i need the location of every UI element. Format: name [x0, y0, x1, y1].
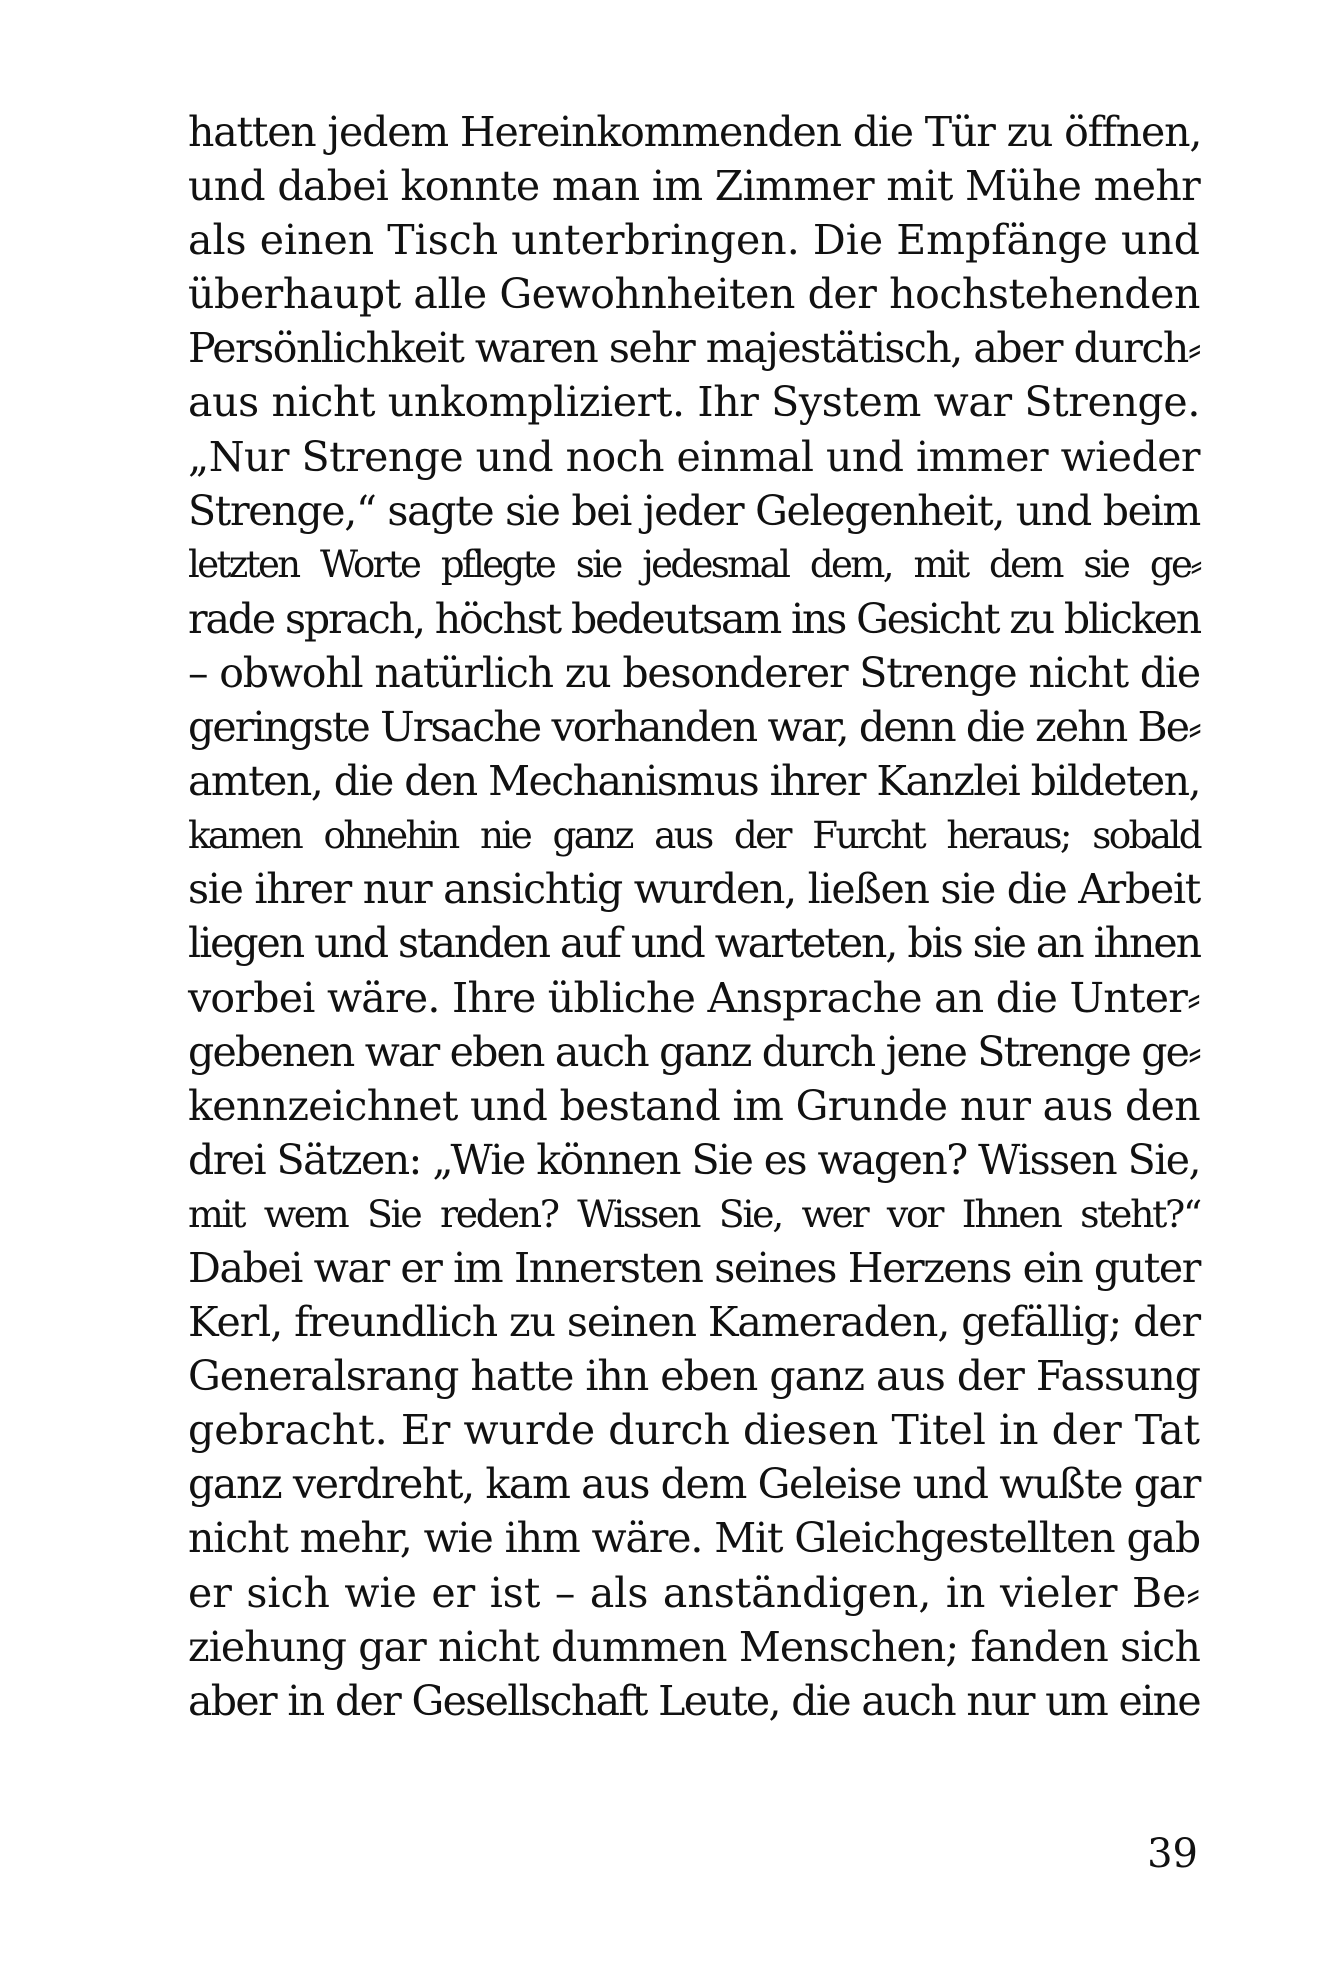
text-line: aus nicht unkompliziert. Ihr System war Strenge. [188, 378, 1201, 427]
text-line: liegen und standen auf und warteten, bis sie an ihnen [188, 919, 1200, 968]
text-line: sie ihrer nur ansichtig wurden, ließen sie die Arbeit [188, 865, 1200, 914]
text-line: – obwohl natürlich zu besonderer Strenge nicht die [188, 648, 1200, 697]
text-line: Persönlichkeit waren sehr majestätisch, aber durch⸗ [188, 324, 1200, 373]
text-line: und dabei konnte man im Zimmer mit Mühe mehr [188, 162, 1200, 211]
text-line: als einen Tisch unterbringen. Die Empfänge und [188, 216, 1200, 265]
text-line: kamen ohnehin nie ganz aus der Furcht heraus; sobald [188, 813, 1200, 858]
text-line: vorbei wäre. Ihre übliche Ansprache an die Unter⸗ [188, 973, 1200, 1022]
text-line: gebracht. Er wurde durch diesen Titel in der Tat [188, 1406, 1200, 1455]
text-line: hatten jedem Hereinkommenden die Tür zu öffnen, [188, 108, 1202, 156]
page-number: 39 [1147, 1831, 1198, 1877]
text-line: Strenge,“ sagte sie bei jeder Gelegenheit, und beim [188, 486, 1201, 535]
text-line: Dabei war er im Innersten seines Herzens ein guter [188, 1243, 1200, 1292]
text-line: kennzeichnet und bestand im Grunde nur aus den [188, 1081, 1200, 1130]
text-line: drei Sätzen: „Wie können Sie es wagen? Wissen Sie, [188, 1135, 1200, 1184]
text-line: mit wem Sie reden? Wissen Sie, wer vor Ihnen steht?“ [188, 1191, 1200, 1236]
text-line: Generalsrang hatte ihn eben ganz aus der Fassung [188, 1352, 1200, 1401]
text-line: ziehung gar nicht dummen Menschen; fanden sich [188, 1622, 1200, 1671]
text-line: überhaupt alle Gewohnheiten der hochstehenden [188, 270, 1200, 319]
text-line: gebenen war eben auch ganz durch jene Strenge ge⸗ [188, 1027, 1200, 1076]
text-line: Kerl, freundlich zu seinen Kameraden, gefällig; der [188, 1298, 1200, 1347]
text-line: er sich wie er ist – als anständigen, in vieler Be⸗ [188, 1568, 1200, 1617]
text-line: letzten Worte pflegte sie jedesmal dem, mit dem sie ge⸗ [188, 542, 1200, 586]
text-line: geringste Ursache vorhanden war, denn die zehn Be⸗ [188, 703, 1200, 752]
text-line: rade sprach, höchst bedeutsam ins Gesicht zu blicken [188, 594, 1200, 643]
text-line: aber in der Gesellschaft Leute, die auch nur um eine [188, 1676, 1200, 1725]
body-text [188, 105, 1200, 1728]
text-line: „Nur Strenge und noch einmal und immer wieder [188, 432, 1200, 481]
text-line: amten, die den Mechanismus ihrer Kanzlei bildeten, [188, 757, 1200, 806]
text-line: ganz verdreht, kam aus dem Geleise und wußte gar [188, 1460, 1200, 1509]
text-line: nicht mehr, wie ihm wäre. Mit Gleichgestellten gab [188, 1514, 1200, 1563]
